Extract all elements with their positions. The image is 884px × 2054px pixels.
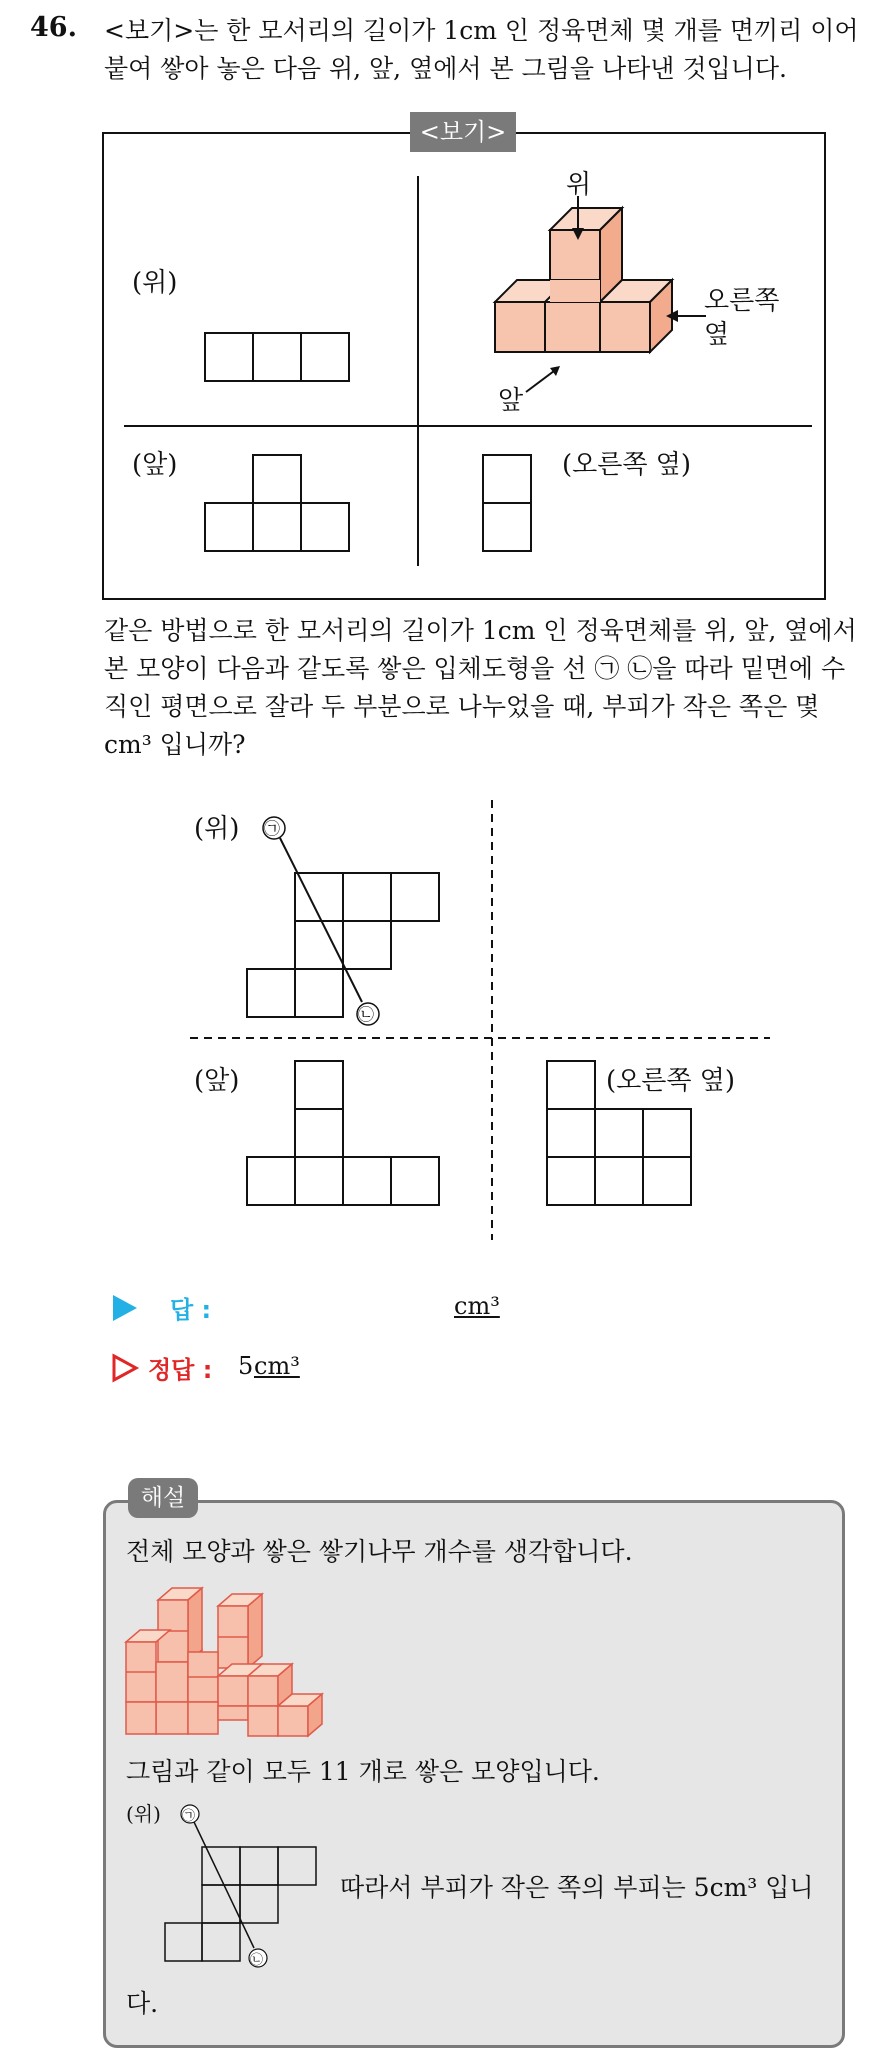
marker-b: ㉡ <box>358 1005 375 1024</box>
explanation-marker-a: ㉠ <box>182 1809 196 1824</box>
explanation-line-1: 전체 모양과 쌓은 쌓기나무 개수를 생각합니다. <box>126 1537 633 1566</box>
figure-top-label: (위) <box>194 814 240 844</box>
explanation-label: 해설 <box>128 1478 198 1518</box>
example-label: <보기> <box>410 112 516 152</box>
arrow-side-label: 오른쪽 옆 <box>704 286 780 350</box>
answer-label: 답 : <box>170 1296 212 1324</box>
explanation-marker-b: ㉡ <box>250 1953 264 1968</box>
explanation-top-label: (위) <box>126 1802 161 1826</box>
explanation-line-4: 다. <box>126 1989 159 2018</box>
arrow-front-label: 앞 <box>498 386 524 416</box>
example-side-label: (오른쪽 옆) <box>562 450 692 480</box>
example-front-label: (앞) <box>132 450 178 480</box>
figure-front-label: (앞) <box>194 1066 240 1096</box>
question-number: 46. <box>30 12 77 43</box>
question-text: <보기>는 한 모서리의 길이가 1cm 인 정육면체 몇 개를 면끼리 이어 붙여 쌓아 놓은 다음 위, 앞, 옆에서 본 그림을 나타낸 것입니다. <box>104 16 859 83</box>
question-text-2: 같은 방법으로 한 모서리의 길이가 1cm 인 정육면체를 위, 앞, 옆에서 본 모양이 다음과 같도록 쌓은 입체도형을 선 ㉠ ㉡을 따라 밑면에 수직인 평면으로 잘라 두 부분으로 나누었을 때, 부피가 작은 쪽은 몇 cm³ 입니까? <box>104 616 857 759</box>
example-top-label: (위) <box>132 268 178 298</box>
marker-a: ㉠ <box>264 819 281 838</box>
figure-side-label: (오른쪽 옆) <box>606 1066 736 1096</box>
arrow-top-label: 위 <box>566 170 592 200</box>
answer-unit[interactable]: cm³ <box>454 1292 500 1320</box>
correct-unit: cm³ <box>254 1352 300 1380</box>
explanation-line-2: 그림과 같이 모두 11 개로 쌓은 모양입니다. <box>126 1757 600 1786</box>
correct-label: 정답 : <box>148 1356 213 1384</box>
correct-number: 5 <box>238 1352 254 1380</box>
explanation-line-3: 따라서 부피가 작은 쪽의 부피는 5cm³ 입니 <box>340 1873 814 1902</box>
